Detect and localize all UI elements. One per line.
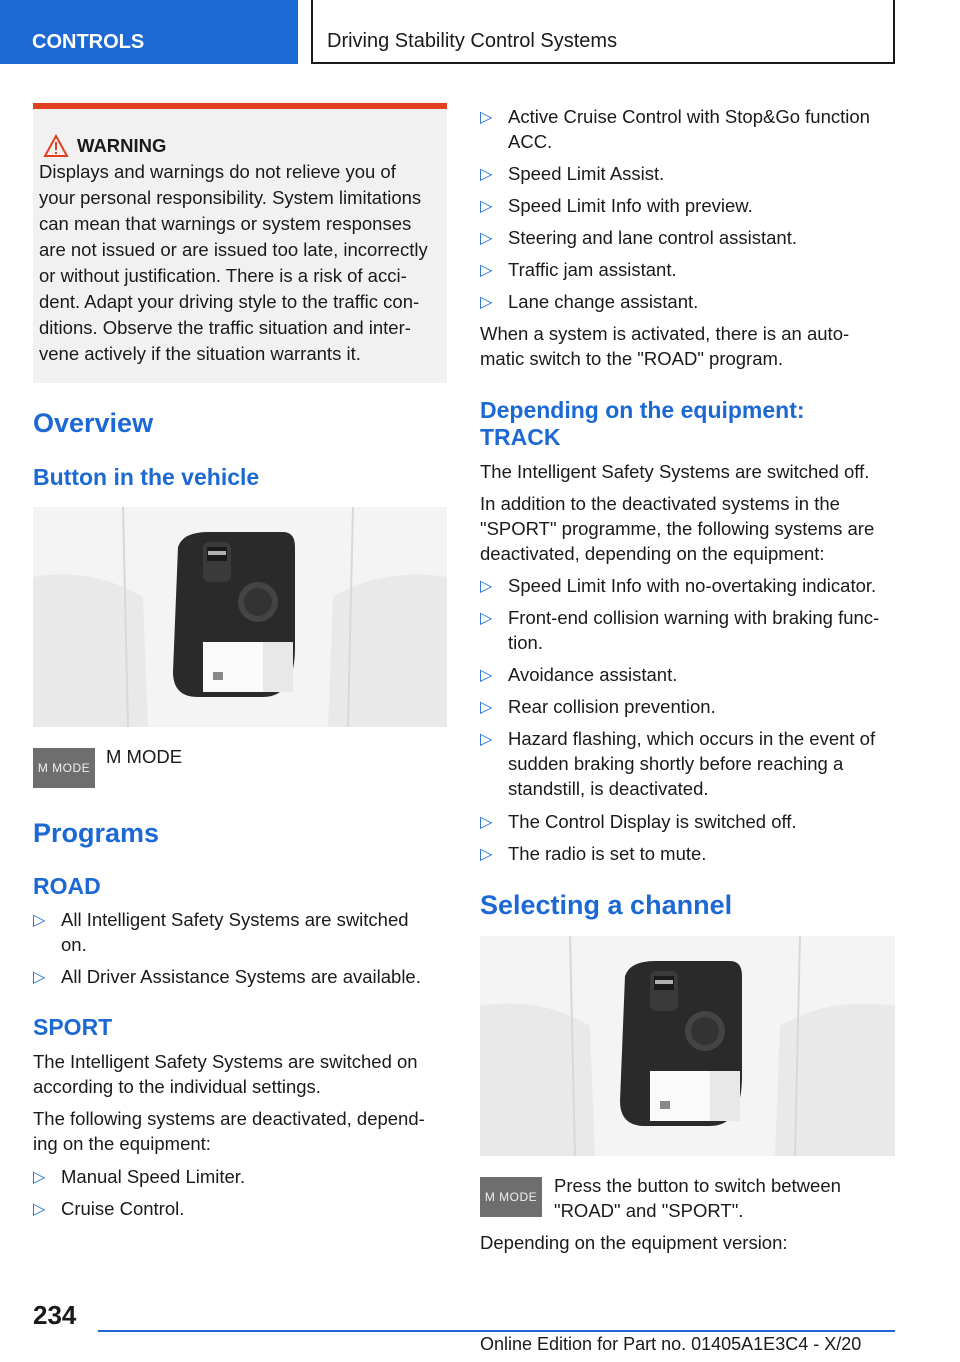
overview-heading: Overview	[33, 408, 154, 438]
list-item	[480, 605, 895, 655]
list-item-text: Speed Limit Info with no-overtaking indicator.	[508, 575, 877, 596]
list-item	[33, 1196, 447, 1221]
warning-title: WARNING	[77, 135, 167, 156]
track-heading-line: TRACK	[480, 424, 561, 450]
list-item	[480, 809, 895, 834]
warning-heading	[39, 133, 441, 159]
warning-text	[39, 159, 441, 367]
text-line: matic switch to the "ROAD" program.	[480, 348, 784, 369]
m-mode-caption: M MODE	[106, 746, 183, 767]
m-mode-button-image	[33, 748, 95, 788]
warning-line: Displays and warnings do not relieve you of	[39, 161, 396, 182]
m-mode-button-label: M MODE	[37, 761, 91, 775]
list-item-text: sudden braking shortly before reaching a	[508, 753, 844, 774]
list-item	[480, 225, 895, 250]
list-item-text: Lane change assistant.	[508, 291, 699, 312]
text-line: deactivated, depending on the equipment:	[480, 543, 825, 564]
list-item-text: ACC.	[508, 131, 553, 152]
sport-para-2	[33, 1106, 447, 1156]
list-item-text: Avoidance assistant.	[508, 664, 678, 685]
m-mode-button-image-2	[480, 1177, 542, 1217]
warning-line: your personal responsibility. System limitations	[39, 187, 422, 208]
page-number: 234	[33, 1300, 77, 1330]
button-in-vehicle-heading: Button in the vehicle	[33, 464, 260, 490]
triangle-bullet-icon: ▷	[480, 230, 493, 247]
list-item-text: tion.	[508, 632, 543, 653]
list-item-text: All Driver Assistance Systems are available.	[61, 966, 421, 987]
list-item-text: Speed Limit Info with preview.	[508, 195, 753, 216]
list-item-text: Traffic jam assistant.	[508, 259, 677, 280]
triangle-bullet-icon: ▷	[480, 198, 493, 215]
triangle-bullet-icon: ▷	[480, 294, 493, 311]
road-heading: ROAD	[33, 873, 101, 899]
text-line: "ROAD" and "SPORT".	[554, 1200, 744, 1221]
warning-line: are not issued or are issued too late, incorrectly	[39, 239, 428, 260]
text-line: ing on the equipment:	[33, 1133, 211, 1154]
triangle-bullet-icon: ▷	[33, 1201, 46, 1218]
m-mode-button-label: M MODE	[484, 1190, 538, 1204]
list-item	[480, 161, 895, 186]
footer-divider	[98, 1330, 895, 1332]
triangle-bullet-icon: ▷	[480, 578, 493, 595]
warning-line: can mean that warnings or system responses	[39, 213, 412, 234]
center-console-image-2	[480, 936, 895, 1156]
track-para-1: The Intelligent Safety Systems are switched off.	[480, 461, 870, 482]
console-illustration	[480, 936, 895, 1156]
list-item-text: Speed Limit Assist.	[508, 163, 665, 184]
list-item	[33, 1164, 447, 1189]
channel-caption	[554, 1173, 894, 1223]
list-item-text: The radio is set to mute.	[508, 843, 707, 864]
sport-heading: SPORT	[33, 1014, 113, 1040]
sport-para-1	[33, 1049, 447, 1099]
text-line: according to the individual settings.	[33, 1076, 321, 1097]
list-item	[480, 573, 895, 598]
list-item	[33, 964, 447, 989]
text-line: "SPORT" programme, the following systems are	[480, 518, 875, 539]
triangle-bullet-icon: ▷	[480, 699, 493, 716]
list-item-text: standstill, is deactivated.	[508, 778, 709, 799]
warning-box	[33, 103, 447, 383]
list-item	[480, 662, 895, 687]
section-tab	[0, 0, 298, 64]
text-line: The Intelligent Safety Systems are switched on	[33, 1051, 418, 1072]
list-item-text: Manual Speed Limiter.	[61, 1166, 246, 1187]
list-item-text: Steering and lane control assistant.	[508, 227, 797, 248]
list-item	[33, 907, 447, 957]
list-item	[480, 257, 895, 282]
triangle-bullet-icon: ▷	[480, 667, 493, 684]
triangle-bullet-icon: ▷	[480, 262, 493, 279]
list-item-text: Hazard flashing, which occurs in the event of	[508, 728, 876, 749]
warning-line: vene actively if the situation warrants it.	[39, 343, 361, 364]
list-item-text: All Intelligent Safety Systems are switched	[61, 909, 409, 930]
list-item	[480, 289, 895, 314]
console-illustration	[33, 507, 447, 727]
list-item	[480, 104, 895, 154]
equipment-version-text: Depending on the equipment version:	[480, 1232, 788, 1253]
warning-line: ditions. Observe the traffic situation and inter-	[39, 317, 411, 338]
list-item-text: on.	[61, 934, 87, 955]
list-item	[480, 193, 895, 218]
text-line: Press the button to switch between	[554, 1175, 841, 1196]
list-item	[480, 726, 895, 801]
triangle-bullet-icon: ▷	[480, 731, 493, 748]
auto-switch-para	[480, 321, 895, 371]
track-heading-line: Depending on the equipment:	[480, 397, 805, 423]
chapter-title: Driving Stability Control Systems	[327, 30, 618, 52]
triangle-bullet-icon: ▷	[480, 846, 493, 863]
list-item-text: Cruise Control.	[61, 1198, 185, 1219]
center-console-image	[33, 507, 447, 727]
list-item-text: Front-end collision warning with braking func-	[508, 607, 880, 628]
list-item	[480, 694, 895, 719]
track-para-2	[480, 491, 895, 566]
triangle-bullet-icon: ▷	[33, 969, 46, 986]
programs-heading: Programs	[33, 818, 160, 848]
triangle-bullet-icon: ▷	[480, 610, 493, 627]
track-heading	[480, 397, 805, 451]
warning-line: or without justification. There is a risk of acci-	[39, 265, 407, 286]
triangle-bullet-icon: ▷	[33, 912, 46, 929]
triangle-bullet-icon: ▷	[480, 814, 493, 831]
text-line: In addition to the deactivated systems in the	[480, 493, 840, 514]
warning-triangle-icon	[43, 134, 69, 158]
list-item	[480, 841, 895, 866]
selecting-channel-heading: Selecting a channel	[480, 890, 733, 920]
text-line: When a system is activated, there is an auto-	[480, 323, 850, 344]
list-item-text: Rear collision prevention.	[508, 696, 716, 717]
list-item-text: Active Cruise Control with Stop&Go function	[508, 106, 870, 127]
triangle-bullet-icon: ▷	[33, 1169, 46, 1186]
list-item-text: The Control Display is switched off.	[508, 811, 797, 832]
edition-note: Online Edition for Part no. 01405A1E3C4 - X/20	[480, 1334, 862, 1354]
triangle-bullet-icon: ▷	[480, 109, 493, 126]
warning-line: dent. Adapt your driving style to the traffic con-	[39, 291, 420, 312]
chapter-title-box	[311, 0, 895, 64]
text-line: The following systems are deactivated, depend-	[33, 1108, 425, 1129]
section-label: CONTROLS	[32, 31, 145, 53]
triangle-bullet-icon: ▷	[480, 166, 493, 183]
